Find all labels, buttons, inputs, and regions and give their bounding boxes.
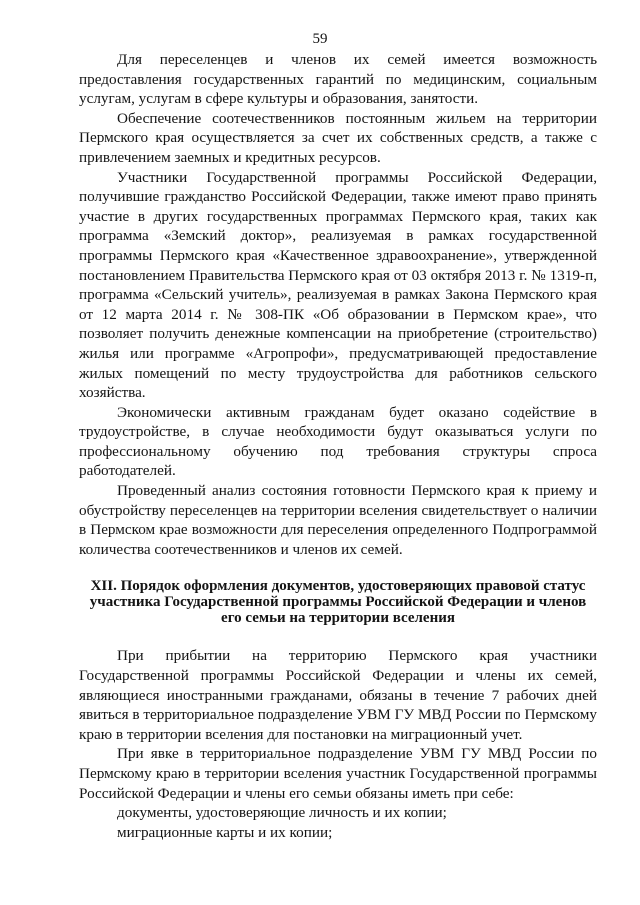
list-item: миграционные карты и их копии; bbox=[117, 823, 333, 841]
section-heading: XII. Порядок оформления документов, удостоверяющих правовой статус участника Государственной программы Российской Федерации и членов его семьи на территории вселения bbox=[89, 578, 587, 627]
paragraph: Для переселенцев и членов их семей имеется возможность предоставления государственных гарантий по медицинским, социальным услугам, услугам в сфере культуры и образования, занятости. bbox=[79, 51, 597, 108]
paragraph: Экономически активным гражданам будет оказано содействие в трудоустройстве, в случае необходимости будут оказываться услуги по профессиональному обучению под требования структуры спроса работодателей. bbox=[79, 403, 597, 480]
page-number: 59 bbox=[312, 31, 328, 47]
paragraph: Участники Государственной программы Российской Федерации, получившие гражданство Российской Федерации, также имеют право принять участие в других государственных программах Пермского края, таких как программа «Земский доктор», реализуемая в рамках государственной программы Пермского края «Качественное здравоохранение», утвержденной постановлением Правительства Пермского края от 03 октября 2013 г. № 1319-п, программа «Сельский учитель», реализуемая в рамках Закона Пермского края от 12 марта 2014 г. № 308-ПК «Об образовании в Пермском крае», что позволяет получить денежные компенсации на приобретение (строительство) жилья или программе «Агропрофи», предусматривающей предоставление жилых помещений по месту трудоустройства для работников сельского хозяйства. bbox=[79, 168, 597, 402]
paragraph: При прибытии на территорию Пермского края участники Государственной программы Российской Федерации и члены их семей, являющиеся иностранными гражданами, обязаны в течение 7 рабочих дней явиться в территориальное подразделение УВМ ГУ МВД России по Пермскому краю в территории вселения для постановки на миграционный учет. bbox=[79, 647, 597, 743]
paragraph: Обеспечение соотечественников постоянным жильем на территории Пермского края осуществляется за счет их собственных средств, а также с привлечением заемных и кредитных ресурсов. bbox=[79, 109, 597, 166]
document-body bbox=[79, 50, 597, 842]
paragraph: Проведенный анализ состояния готовности Пермского края к приему и обустройству переселенцев на территории вселения свидетельствует о наличии в Пермском крае возможности для переселения определенного Подпрограммой количества соотечественников и членов их семей. bbox=[79, 482, 597, 558]
paragraph: При явке в территориальное подразделение УВМ ГУ МВД России по Пермскому краю в территории вселения участник Государственной программы Российской Федерации и члены его семьи обязаны иметь при себе: bbox=[79, 745, 597, 802]
list-item: документы, удостоверяющие личность и их копии; bbox=[117, 804, 447, 822]
